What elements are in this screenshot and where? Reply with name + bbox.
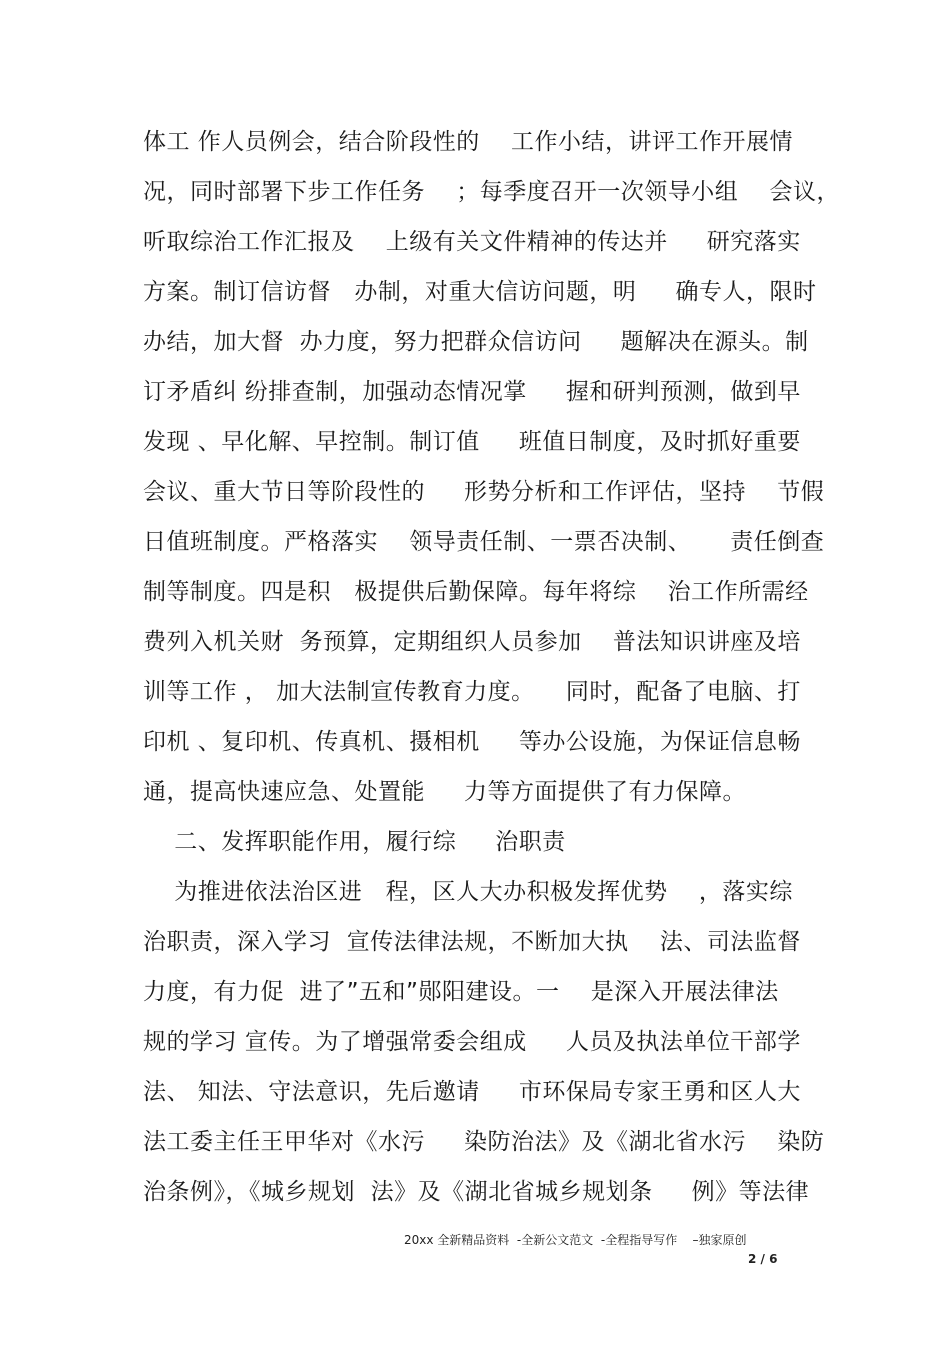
text-line-5: 办结，加大督 办力度，努力把群众信访问 题解决在源头。制 (143, 329, 809, 355)
text-line-18: 力度，有力促 进了”五和”郧阳建设。一 是深入开展法律法 (143, 979, 779, 1005)
text-line-6: 订矛盾纠 纷排查制，加强动态情况掌 握和研判预测，做到早 (143, 379, 801, 405)
text-line-13: 印机 、复印机、传真机、摄相机 等办公设施，为保证信息畅 (143, 729, 801, 755)
text-line-1: 体工 作人员例会，结合阶段性的 工作小结，讲评工作开展情 (143, 129, 794, 155)
body-text (143, 117, 840, 1217)
text-line-14: 通，提高快速应急、处置能 力等方面提供了有力保障。 (143, 779, 747, 805)
section-heading: 二、发挥职能作用，履行综 治职责 (143, 829, 566, 855)
text-line-12: 训等工作 ， 加大法制宣传教育力度。 同时，配备了电脑、打 (143, 679, 801, 705)
text-line-10: 制等制度。四是积 极提供后勤保障。每年将综 治工作所需经 (143, 579, 809, 605)
text-line-4: 方案。制订信访督 办制，对重大信访问题，明 确专人，限时 (143, 279, 817, 305)
text-line-17: 治职责，深入学习 宣传法律法规，不断加大执 法、司法监督 (143, 929, 801, 955)
text-line-2: 况，同时部署下步工作任务 ；每季度召开一次领导小组 会议， (143, 179, 840, 205)
text-line-19: 规的学习 宣传。为了增强常委会组成 人员及执法单位干部学 (143, 1029, 801, 1055)
page-number: 2 / 6 (748, 1252, 778, 1266)
text-line-20: 法、 知法、守法意识，先后邀请 市环保局专家王勇和区人大 (143, 1079, 801, 1105)
text-line-11: 费列入机关财 务预算，定期组织人员参加 普法知识讲座及培 (143, 629, 801, 655)
text-line-7: 发现 、早化解、早控制。制订值 班值日制度，及时抓好重要 (143, 429, 801, 455)
text-line-3: 听取综治工作汇报及 上级有关文件精神的传达并 研究落实 (143, 229, 801, 255)
text-line-21: 法工委主任王甲华对《水污 染防治法》及《湖北省水污 染防 (143, 1129, 825, 1155)
text-line-8: 会议、重大节日等阶段性的 形势分析和工作评估，坚持 节假 (143, 479, 825, 505)
footer-text: 20xx 全新精品资料 -全新公文范文 -全程指导写作 –独家原创 (404, 1233, 747, 1247)
text-line-16: 为推进依法治区进 程，区人大办积极发挥优势 ，落实综 (143, 879, 793, 905)
text-line-9: 日值班制度。严格落实 领导责任制、一票否决制、 责任倒查 (143, 529, 825, 555)
text-line-22: 治条例》，《城乡规划 法》及《湖北省城乡规划条 例》等法律 (143, 1179, 810, 1205)
